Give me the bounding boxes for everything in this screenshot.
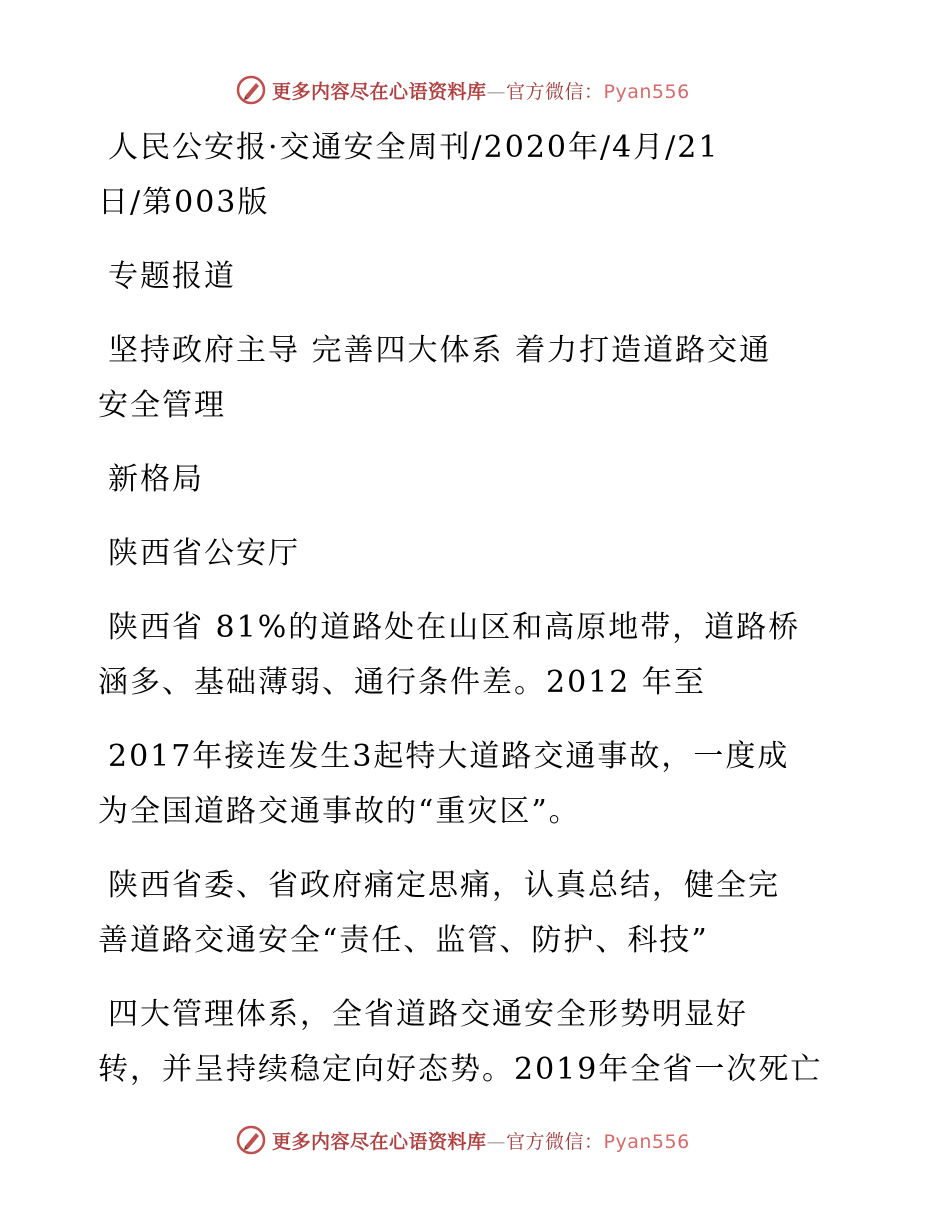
author — [98, 526, 868, 581]
paragraph — [98, 729, 868, 839]
article-title-cont — [98, 452, 868, 507]
watermark-separator: — — [486, 80, 507, 103]
paragraph-line: 安全管理 — [98, 388, 226, 423]
pen-logo-icon — [236, 1125, 266, 1155]
watermark-id: Pyan556 — [603, 80, 690, 103]
paragraph-line: 新格局 — [108, 462, 204, 497]
watermark-suffix: 官方微信： — [506, 1130, 604, 1153]
paragraph-line: 日/第003版 — [98, 185, 270, 220]
paragraph-line: 转，并呈持续稳定向好态势。2019年全省一次死亡 — [98, 1052, 823, 1087]
pen-logo-icon — [236, 75, 266, 105]
watermark-id: Pyan556 — [603, 1130, 690, 1153]
article-title — [98, 323, 868, 433]
paragraph-line: 人民公安报·交通安全周刊/2020年/4月/21 — [108, 130, 720, 165]
paragraph — [98, 120, 868, 230]
watermark-brand: 更多内容尽在心语资料库 — [272, 1130, 487, 1153]
watermark-text — [272, 77, 690, 104]
watermark-suffix: 官方微信： — [506, 80, 604, 103]
paragraph-line: 四大管理体系，全省道路交通安全形势明显好 — [108, 997, 748, 1032]
watermark-brand: 更多内容尽在心语资料库 — [272, 80, 487, 103]
section-label — [98, 249, 868, 304]
paragraph-line: 善道路交通安全“责任、监管、防护、科技” — [98, 923, 709, 958]
paragraph-line: 专题报道 — [108, 259, 236, 294]
paragraph-line: 陕西省公安厅 — [108, 536, 300, 571]
paragraph-line: 2017年接连发生3起特大道路交通事故，一度成 — [108, 739, 790, 774]
watermark-header — [236, 73, 690, 107]
paragraph — [98, 600, 868, 710]
paragraph-line: 为全国道路交通事故的“重灾区”。 — [98, 794, 581, 829]
paragraph-line: 陕西省 81%的道路处在山区和高原地带，道路桥 — [108, 610, 801, 645]
paragraph-line: 涵多、基础薄弱、通行条件差。2012 年至 — [98, 665, 706, 700]
paragraph — [98, 858, 868, 968]
paragraph-line: 陕西省委、省政府痛定思痛，认真总结，健全完 — [108, 868, 780, 903]
paragraph-line: 坚持政府主导 完善四大体系 着力打造道路交通 — [108, 333, 772, 368]
watermark-text — [272, 1127, 690, 1154]
paragraph — [98, 987, 868, 1097]
watermark-separator: — — [486, 1130, 507, 1153]
document-body — [98, 120, 868, 1116]
watermark-footer — [236, 1123, 690, 1157]
